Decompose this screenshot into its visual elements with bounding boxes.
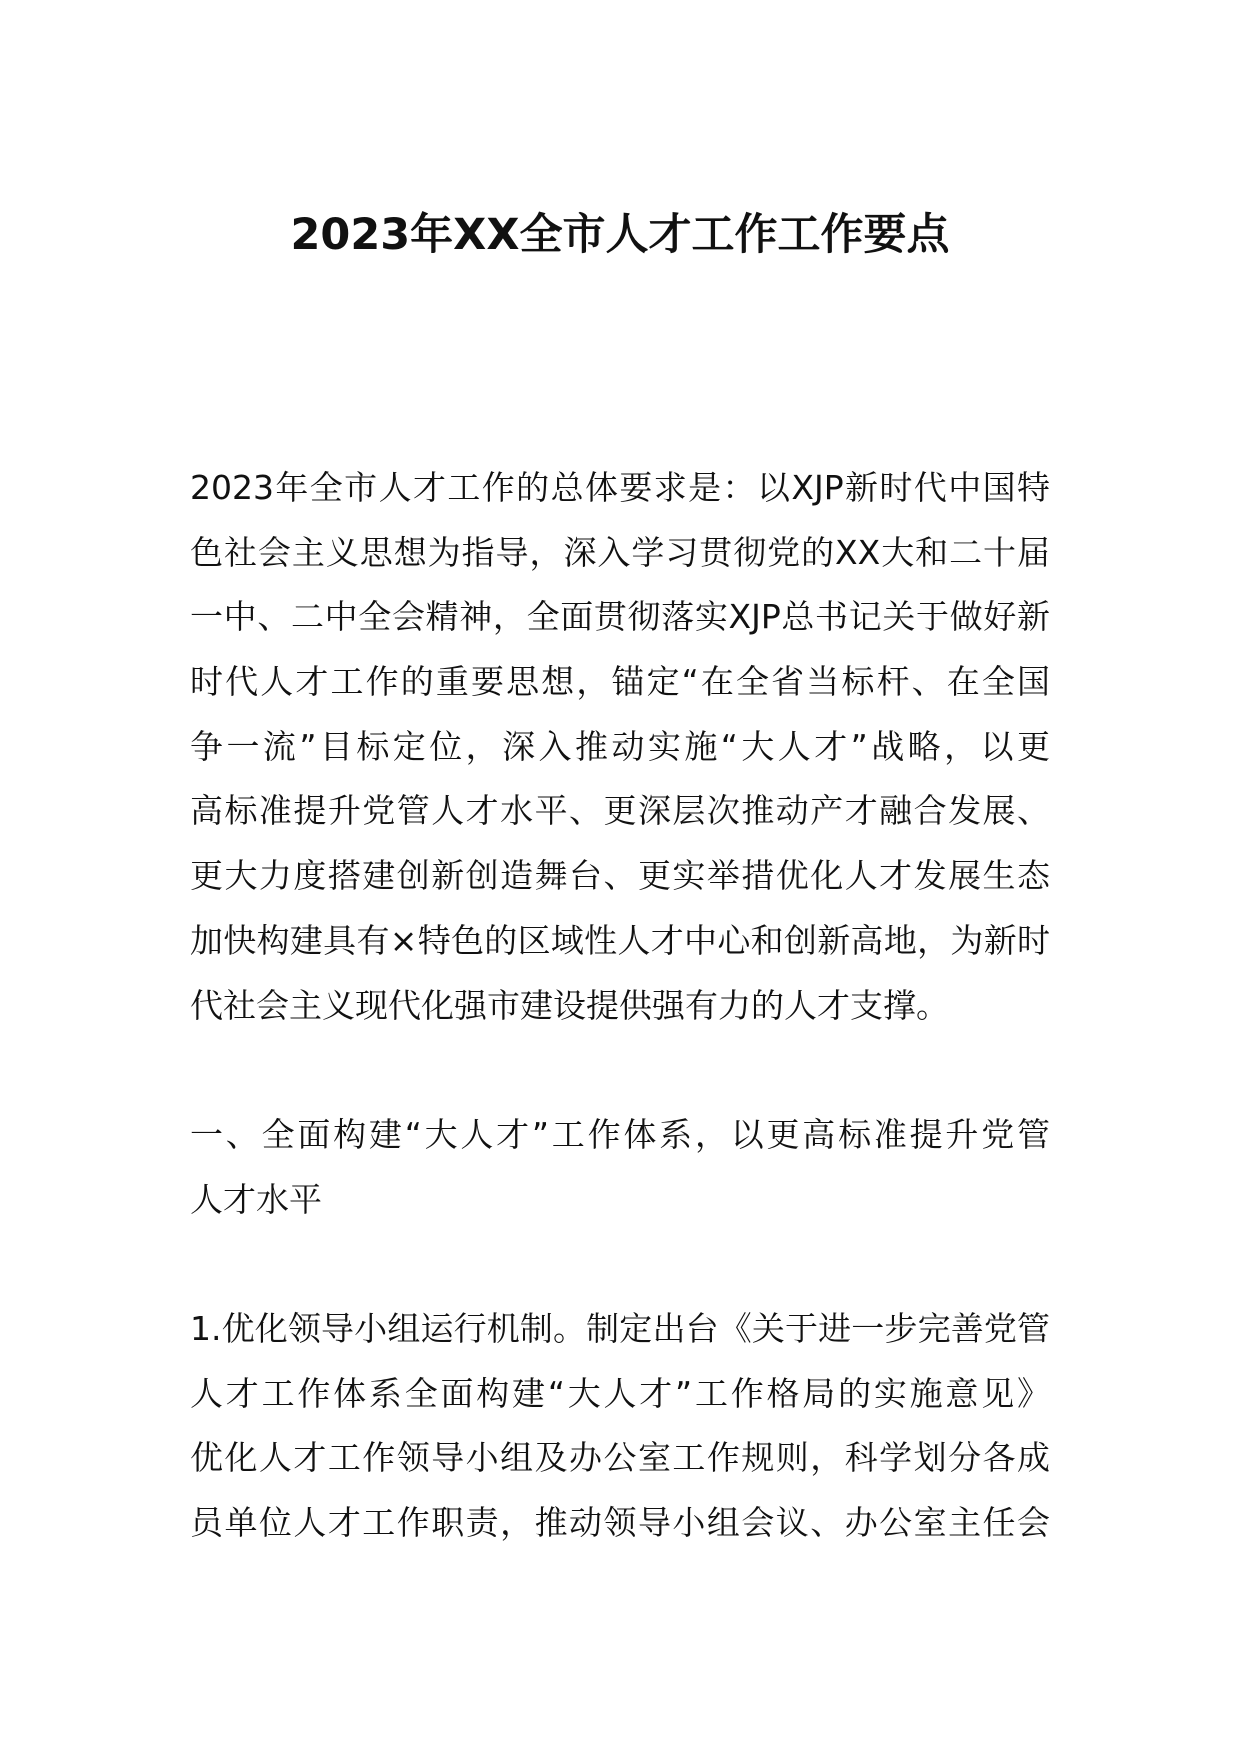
paragraph-line: 优化人才工作领导小组及办公室工作规则，科学划分各成: [190, 1438, 1050, 1478]
paragraph-line: 高标准提升党管人才水平、更深层次推动产才融合发展、: [190, 791, 1050, 831]
paragraph-line: 2023年全市人才工作的总体要求是：以XJP新时代中国特: [190, 468, 1050, 507]
paragraph-line: 代社会主义现代化强市建设提供强有力的人才支撑。: [190, 985, 949, 1025]
paragraph-line: 争一流”目标定位，深入推动实施“大人才”战略，以更: [190, 726, 1050, 766]
paragraph-line: 色社会主义思想为指导，深入学习贯彻党的XX大和二十届: [190, 532, 1050, 572]
paragraph-line: 一中、二中全会精神，全面贯彻落实XJP总书记关于做好新: [190, 597, 1050, 637]
heading-line: 一、全面构建“大人才”工作体系，以更高标准提升党管: [190, 1114, 1050, 1154]
document-title: 2023年XX全市人才工作工作要点: [290, 210, 950, 260]
paragraph-spacer: [190, 1038, 1050, 1103]
heading-line: 人才水平: [190, 1179, 322, 1219]
intro-paragraph: [190, 456, 1050, 1038]
paragraph-line: 1.优化领导小组运行机制。制定出台《关于进一步完善党管: [190, 1308, 1050, 1348]
section-heading: [190, 1103, 1050, 1232]
paragraph-line: 更大力度搭建创新创造舞台、更实举措优化人才发展生态: [190, 856, 1050, 896]
paragraph-line: 人才工作体系全面构建“大人才”工作格局的实施意见》: [190, 1373, 1050, 1413]
paragraph-line: 时代人才工作的重要思想，锚定“在全省当标杆、在全国: [190, 662, 1050, 702]
item-paragraph: [190, 1297, 1050, 1556]
paragraph-line: 员单位人才工作职责，推动领导小组会议、办公室主任会: [190, 1503, 1050, 1542]
document-body: [190, 456, 1050, 1556]
paragraph-line: 加快构建具有×特色的区域性人才中心和创新高地，为新时: [190, 920, 1050, 960]
paragraph-spacer: [190, 1232, 1050, 1297]
